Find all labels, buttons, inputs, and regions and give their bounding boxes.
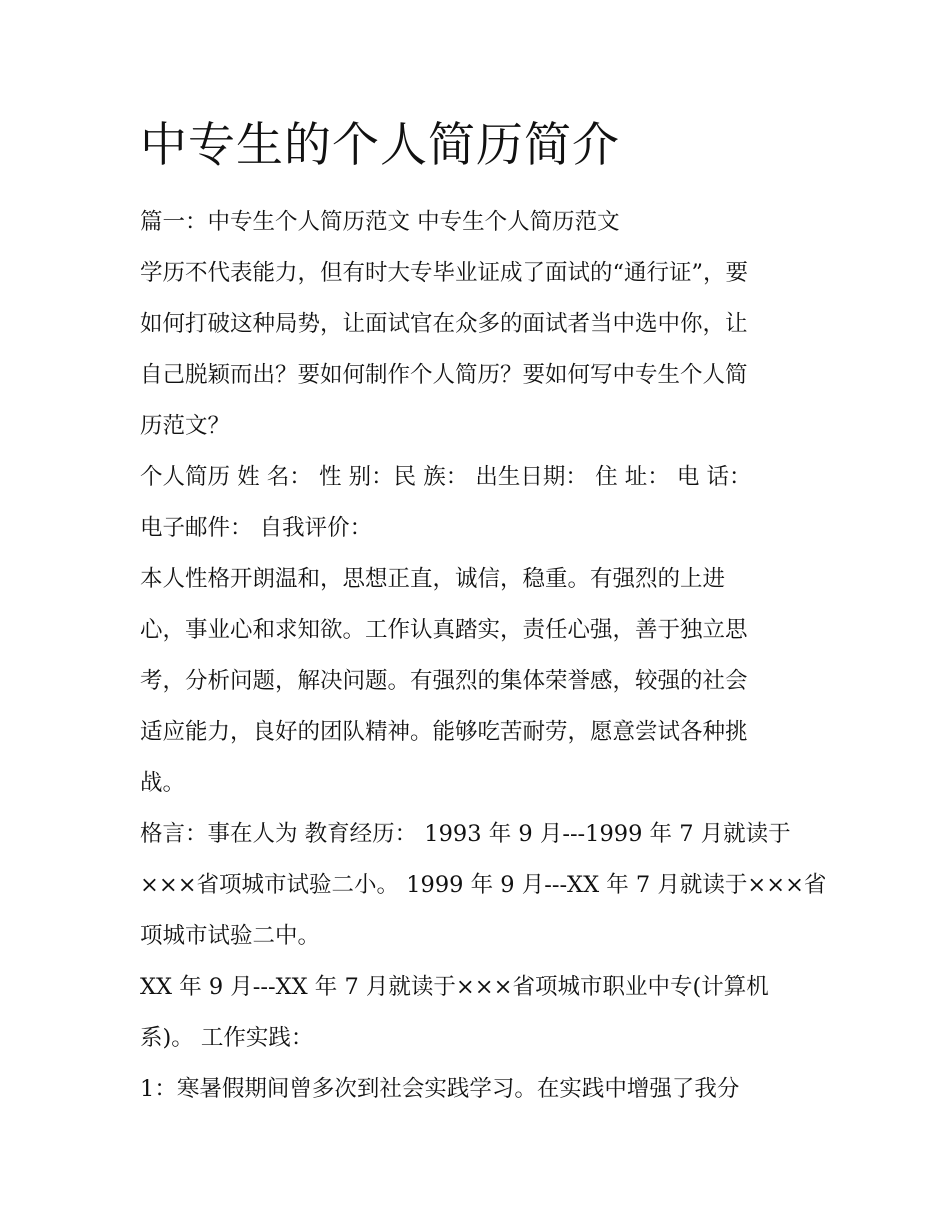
text-line-12: 战。 [140, 770, 186, 796]
text-line-4: 自己脱颖而出？要如何制作个人简历？要如何写中专生个人简 [140, 362, 748, 388]
text-line-16: XX 年 9 月---XX 年 7 月就读于×××省项城市职业中专(计算机 [140, 974, 769, 1000]
text-line-1: 篇一：中专生个人简历范文 中专生个人简历范文 [140, 209, 620, 235]
text-line-11: 适应能力，良好的团队精神。能够吃苦耐劳，愿意尝试各种挑 [140, 719, 748, 745]
text-line-15: 项城市试验二中。 [140, 923, 321, 949]
text-line-10: 考，分析问题，解决问题。有强烈的集体荣誉感，较强的社会 [140, 668, 748, 694]
text-line-13: 格言：事在人为 教育经历： 1993 年 9 月---1999 年 7 月就读于 [140, 821, 791, 847]
text-line-17: 系)。 工作实践： [140, 1025, 314, 1051]
page-title: 中专生的个人简历简介 [140, 118, 620, 173]
text-line-6: 个人简历 姓 名： 性 别：民 族： 出生日期： 住 址： 电 话： [140, 464, 752, 490]
text-line-8: 本人性格开朗温和，思想正直，诚信，稳重。有强烈的上进 [140, 566, 726, 592]
text-line-7: 电子邮件： 自我评价： [140, 515, 373, 541]
text-line-18: 1：寒暑假期间曾多次到社会实践学习。在实践中增强了我分 [140, 1076, 740, 1102]
text-line-2: 学历不代表能力，但有时大专毕业证成了面试的“通行证”，要 [140, 260, 749, 286]
text-line-9: 心，事业心和求知欲。工作认真踏实，责任心强，善于独立思 [140, 617, 748, 643]
text-line-5: 历范文？ [140, 413, 231, 439]
text-line-3: 如何打破这种局势，让面试官在众多的面试者当中选中你，让 [140, 311, 748, 337]
text-line-14: ×××省项城市试验二小。 1999 年 9 月---XX 年 7 月就读于×××省 [140, 872, 827, 898]
